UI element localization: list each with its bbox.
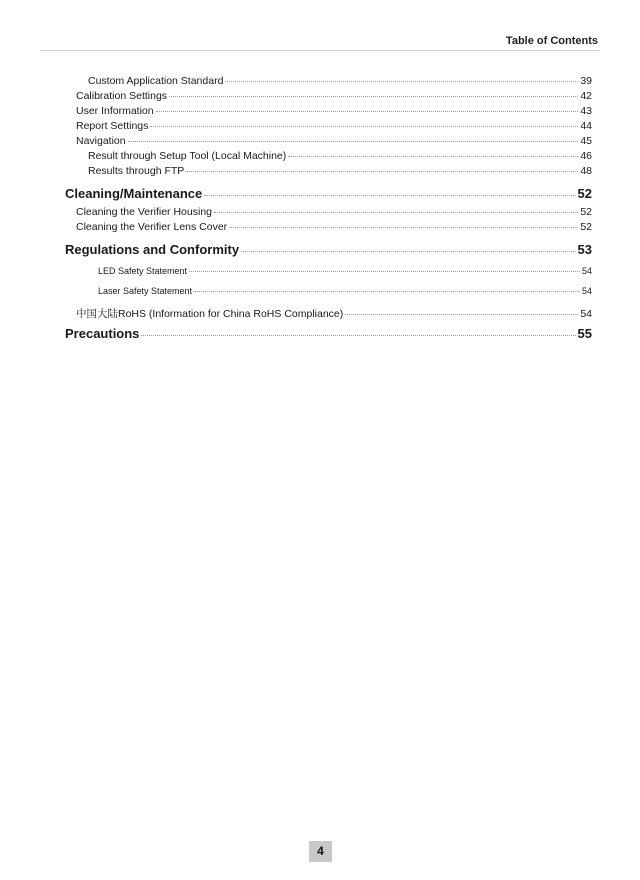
toc-page-number: 52 (580, 206, 592, 218)
toc-entry-result-through-setup-tool[interactable] (65, 149, 592, 164)
toc-entry-custom-application-standard[interactable] (65, 74, 592, 89)
toc-entry-cleaning-verifier-lens-cover[interactable] (65, 220, 592, 235)
toc-entry-title: Cleaning the Verifier Lens Cover (76, 221, 228, 233)
toc-entry-led-safety-statement[interactable] (65, 261, 592, 281)
dot-leader (156, 111, 579, 112)
toc-page-number: 54 (580, 308, 592, 320)
toc-entry-cleaning-verifier-housing[interactable] (65, 205, 592, 220)
toc-entry-title: Results through FTP (88, 165, 185, 177)
toc-page-number: 54 (581, 286, 592, 296)
page-number-badge: 4 (309, 841, 332, 862)
toc-page-number: 42 (580, 90, 592, 102)
toc-page-number: 46 (580, 150, 592, 162)
toc-entry-results-through-ftp[interactable] (65, 164, 592, 179)
dot-leader (241, 251, 575, 252)
toc-entry-title: Calibration Settings (76, 90, 168, 102)
toc-page-number: 43 (580, 105, 592, 117)
toc-entry-user-information[interactable] (65, 104, 592, 119)
toc-chapter-precautions[interactable] (65, 323, 592, 345)
dot-leader (169, 96, 578, 97)
toc-entry-title: Navigation (76, 135, 126, 147)
toc-entry-title: Report Settings (76, 120, 149, 132)
dot-leader (128, 141, 579, 142)
dot-leader (225, 81, 578, 82)
dot-leader (204, 195, 575, 196)
toc-entry-title: 中国大陆RoHS (Information for China RoHS Compliance) (76, 308, 344, 320)
toc-page-number: 52 (580, 221, 592, 233)
table-of-contents (65, 74, 592, 345)
toc-entry-title: Result through Setup Tool (Local Machine) (88, 150, 287, 162)
toc-page-number: 52 (577, 186, 592, 201)
dot-leader (288, 156, 578, 157)
dot-leader (189, 271, 580, 272)
toc-entry-navigation[interactable] (65, 134, 592, 149)
dot-leader (229, 227, 578, 228)
toc-entry-china-rohs[interactable] (65, 305, 592, 323)
dot-leader (214, 212, 578, 213)
toc-chapter-cleaning-maintenance[interactable] (65, 183, 592, 205)
toc-entry-title: Laser Safety Statement (98, 286, 193, 296)
toc-entry-report-settings[interactable] (65, 119, 592, 134)
toc-page-number: 48 (580, 165, 592, 177)
dot-leader (150, 126, 578, 127)
toc-chapter-title: Cleaning/Maintenance (65, 186, 203, 201)
header-divider (40, 50, 600, 51)
toc-page-number: 45 (580, 135, 592, 147)
toc-page-number: 54 (581, 266, 592, 276)
toc-page-number: 39 (580, 75, 592, 87)
toc-entry-title: LED Safety Statement (98, 266, 188, 276)
running-header-title: Table of Contents (505, 35, 598, 47)
toc-page-number: 55 (577, 326, 592, 341)
toc-entry-laser-safety-statement[interactable] (65, 281, 592, 301)
dot-leader (186, 171, 578, 172)
dot-leader (345, 314, 578, 315)
toc-page-number: 53 (577, 242, 592, 257)
toc-entry-calibration-settings[interactable] (65, 89, 592, 104)
toc-entry-title: Custom Application Standard (88, 75, 224, 87)
dot-leader (141, 335, 575, 336)
toc-chapter-regulations-and-conformity[interactable] (65, 239, 592, 261)
dot-leader (194, 291, 580, 292)
toc-chapter-title: Regulations and Conformity (65, 242, 240, 257)
toc-page-number: 44 (580, 120, 592, 132)
toc-entry-title: User Information (76, 105, 154, 117)
toc-chapter-title: Precautions (65, 326, 140, 341)
toc-entry-title: Cleaning the Verifier Housing (76, 206, 212, 218)
